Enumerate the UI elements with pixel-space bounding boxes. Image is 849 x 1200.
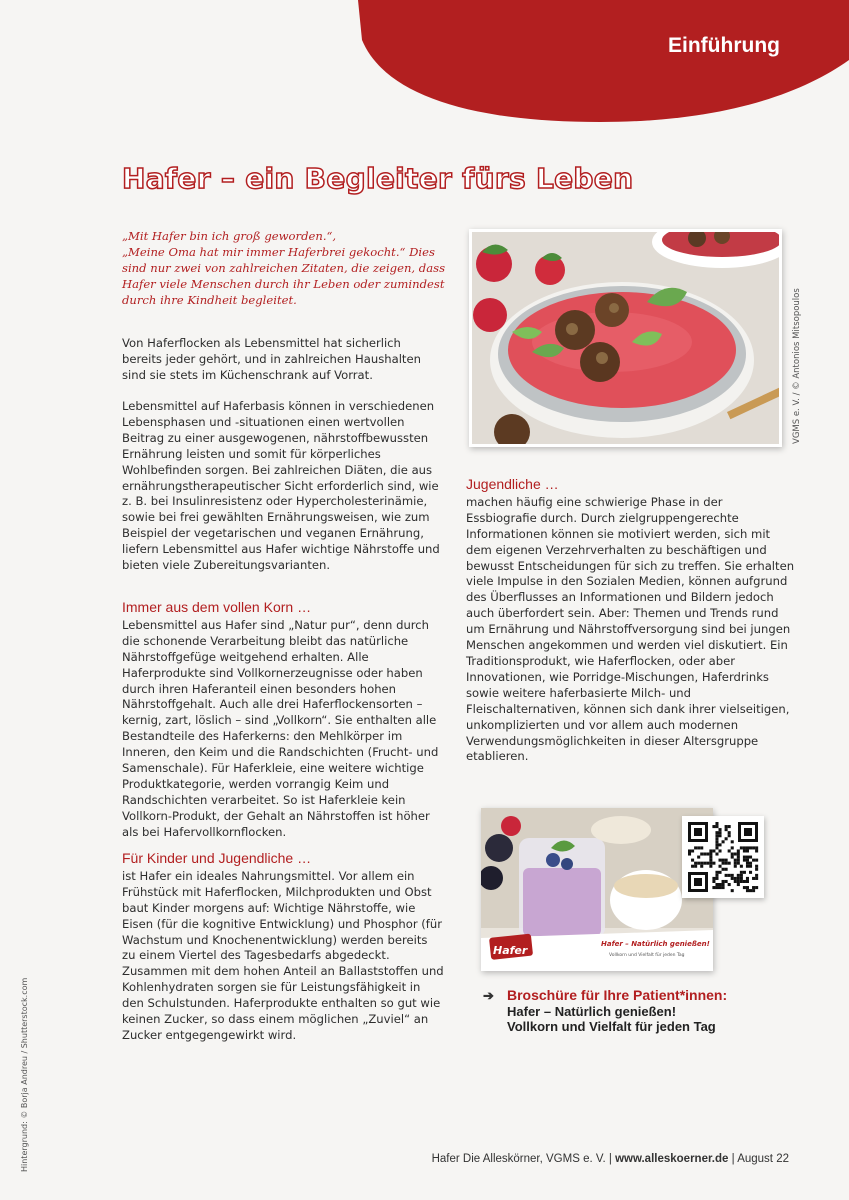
qr-module xyxy=(725,859,728,862)
qr-module xyxy=(746,889,749,892)
qr-module xyxy=(746,859,749,862)
qr-module xyxy=(688,853,691,856)
qr-module xyxy=(737,862,740,865)
qr-module xyxy=(740,865,743,868)
qr-module xyxy=(719,883,722,886)
qr-module xyxy=(703,853,706,856)
qr-module xyxy=(725,825,728,828)
qr-module xyxy=(715,853,718,856)
qr-module xyxy=(712,849,715,852)
qr-module xyxy=(731,877,734,880)
section-heading: Für Kinder und Jugendliche … xyxy=(122,850,312,866)
qr-module xyxy=(737,853,740,856)
qr-module xyxy=(731,840,734,843)
paragraph-text: Lebensmittel auf Haferbasis können in verschiedenen Lebensphasen und -situationen einen wertvollen Beitrag zu einer ausgewogenen, nährstoffbewussten Ernährung leisten und somit für körperliches Wohlbefinden sorgen. Bei zahlreichen Diäten, die aus ernährungstherapeutischer Sicht erforderlich sind, wie z. B. bei Insulinresistenz oder Hypercholesterinämie, sowie bei frei gewählten Ernährungsweisen, wie zum Beispiel der vegetarischen und veganen Ernährung, liefern Lebensmittel aus Hafer wichtige Nährstoffe und bieten viele Zubereitungsvarianten. xyxy=(122,399,440,573)
qr-module xyxy=(752,877,755,880)
qr-module xyxy=(746,865,749,868)
qr-module xyxy=(755,874,758,877)
qr-module xyxy=(700,853,703,856)
qr-module xyxy=(715,871,718,874)
arrow-right-icon: ➔ xyxy=(483,988,494,1003)
qr-module xyxy=(731,856,734,859)
page-title: Hafer – ein Begleiter fürs Leben xyxy=(122,162,634,195)
qr-module xyxy=(725,837,728,840)
qr-module xyxy=(755,846,758,849)
qr-module xyxy=(737,849,740,852)
qr-module xyxy=(715,874,718,877)
qr-module xyxy=(715,822,718,825)
section-heading: Immer aus dem vollen Korn … xyxy=(122,599,312,615)
qr-module xyxy=(722,862,725,865)
qr-module xyxy=(734,877,737,880)
qr-module xyxy=(728,874,731,877)
qr-module xyxy=(719,834,722,837)
background-credit: Hintergrund: © Borja Andreu / Shutterstock.com xyxy=(20,977,29,1172)
qr-module xyxy=(749,856,752,859)
qr-module xyxy=(715,831,718,834)
qr-module xyxy=(734,853,737,856)
qr-module xyxy=(725,868,728,871)
qr-module xyxy=(746,886,749,889)
qr-module xyxy=(722,886,725,889)
photo-illustration xyxy=(472,232,779,444)
qr-module xyxy=(703,862,706,865)
paragraph-text: machen häufig eine schwierige Phase in der Essbiografie durch. Durch zielgruppengerechte Informationen können sie motiviert werden, sich mit dem eigenen Verzehrverhalten zu beschäftigen und bewusst Entscheidungen für sich zu treffen. Sie erhalten viele Impulse in den Sozialen Medien, können aufgrund des Überflusses an Informationen und Bildern jedoch auch überfordert sein. Aber: Themen und Trends rund um Ernährung und Nährstoffversorgung sind bei jungen Menschen angekommen und werden viel diskutiert. Ein Traditionsprodukt, wie Haferflocken, oder aber Innovationen, wie Porridge-Mischungen, Haferdrinks sowie weitere haferbasierte Milch- und Fleischalternativen, können sich dank ihrer vielseitigen, unkomplizierten und vor allem auch modernen Verwendungsmöglichkeiten in dieser Altersgruppe etablieren. xyxy=(466,494,795,764)
qr-module xyxy=(743,859,746,862)
qr-module xyxy=(749,889,752,892)
qr-module xyxy=(743,846,746,849)
section-teenagers xyxy=(466,477,796,765)
brochure-link-line-3[interactable]: Vollkorn und Vielfalt für jeden Tag xyxy=(507,1019,716,1034)
qr-module xyxy=(709,859,712,862)
footer-url[interactable]: www.alleskoerner.de xyxy=(615,1153,729,1165)
brochure-cover-subtitle: Vollkorn und Vielfalt für jeden Tag xyxy=(609,953,685,958)
photo-credit: VGMS e. V. / © Antonios Mitsopoulos xyxy=(792,288,802,444)
qr-module xyxy=(752,846,755,849)
qr-module xyxy=(694,865,697,868)
qr-module xyxy=(752,859,755,862)
strawberry-soup-photo xyxy=(469,229,782,447)
section-heading: Jugendliche … xyxy=(466,476,559,492)
qr-module xyxy=(737,856,740,859)
qr-module xyxy=(709,865,712,868)
quote-line-2: „Meine Oma hat mir immer Haferbrei gekocht.“ Dies sind nur zwei von zahlreichen Zitaten, die zeigen, dass Hafer viele Menschen durch ihr Leben oder zumindest durch ihre Kindheit begleitet. xyxy=(122,245,446,307)
qr-module xyxy=(752,889,755,892)
qr-module xyxy=(737,874,740,877)
qr-module xyxy=(719,859,722,862)
qr-module xyxy=(719,865,722,868)
qr-module xyxy=(722,883,725,886)
qr-module xyxy=(728,849,731,852)
qr-module xyxy=(743,880,746,883)
qr-module xyxy=(740,880,743,883)
qr-module xyxy=(722,840,725,843)
section-whole-grain xyxy=(122,600,444,841)
qr-module xyxy=(737,859,740,862)
qr-module xyxy=(715,837,718,840)
qr-module xyxy=(728,831,731,834)
qr-module xyxy=(749,846,752,849)
qr-module xyxy=(728,883,731,886)
qr-module xyxy=(731,846,734,849)
quote-line-1: „Mit Hafer bin ich groß geworden.“, xyxy=(122,229,337,243)
qr-module xyxy=(752,886,755,889)
header-red-shape xyxy=(0,0,849,140)
qr-module xyxy=(746,846,749,849)
qr-module xyxy=(755,877,758,880)
qr-module xyxy=(715,877,718,880)
qr-module xyxy=(709,853,712,856)
qr-module xyxy=(712,862,715,865)
qr-module xyxy=(740,877,743,880)
qr-module xyxy=(706,862,709,865)
qr-module xyxy=(706,853,709,856)
qr-module xyxy=(709,856,712,859)
paragraph-text: Lebensmittel aus Hafer sind „Natur pur“, denn durch die schonende Verarbeitung bleibt das natürliche Nährstoffgefüge weitgehend erhalten. Alle Haferprodukte sind Vollkornerzeugnisse oder haben durch ihren Haferanteil einen besonders hohen Nährstoffgehalt. Auch alle drei Haferflockensorten – kernig, zart, löslich – sind „Vollkorn“. Sie enthalten alle Bestandteile des Haferkerns: den Mehlkörper im Inneren, den Keim und die Randschichten (Frucht- und Samenschale). Für Haferkleie, eine weitere wichtige Produktkategorie, werden vorrangig Keim und Randschichten verarbeitet. So ist Haferkleie kein Vollkorn-Produkt, der Gehalt an Nährstoffen ist höher als bei Hafervollkornflocken. xyxy=(122,617,439,839)
qr-module xyxy=(740,874,743,877)
qr-module xyxy=(697,856,700,859)
qr-module xyxy=(712,877,715,880)
qr-module xyxy=(731,874,734,877)
qr-module xyxy=(746,862,749,865)
brochure-link-line-1[interactable]: Broschüre für Ihre Patient*innen: xyxy=(507,987,728,1003)
paragraph-text: ist Hafer ein ideales Nahrungsmittel. Vor allem ein Frühstück mit Haferflocken, Milchprodukten und Obst baut Kinder morgens auf: Wichtige Nährstoffe, wie Eisen (für die kognitive Entwicklung) und Phosphor (für Wachstum und Knochenentwicklung) werden bereits zu einem Viertel des Tagesbedarfs abgedeckt. Zusammen mit dem hohen Anteil an Ballaststoffen und Kohlenhydraten sorgen sie für Leistungsfähigkeit in den Schulstunden. Haferprodukte enthalten so gut wie keinen Zucker, so dass einem möglichen „Zuviel“ an Zucker entgegengewirkt wird. xyxy=(122,868,444,1042)
qr-module xyxy=(728,862,731,865)
qr-module xyxy=(700,865,703,868)
brochure-logo-text: Hafer xyxy=(493,944,528,957)
qr-module xyxy=(694,862,697,865)
qr-module xyxy=(755,849,758,852)
qr-module xyxy=(749,871,752,874)
qr-code-graphic xyxy=(682,816,764,898)
qr-module xyxy=(715,886,718,889)
qr-module xyxy=(700,862,703,865)
qr-module xyxy=(746,849,749,852)
qr-module xyxy=(731,853,734,856)
qr-module xyxy=(715,843,718,846)
qr-module xyxy=(755,886,758,889)
qr-module xyxy=(737,880,740,883)
qr-module xyxy=(743,849,746,852)
qr-module xyxy=(712,880,715,883)
footer-separator: | xyxy=(608,1153,612,1165)
footer-publisher: Hafer Die Alleskörner, VGMS e. V. xyxy=(431,1153,606,1165)
qr-module xyxy=(746,880,749,883)
qr-module xyxy=(688,849,691,852)
qr-module xyxy=(755,865,758,868)
qr-module xyxy=(743,856,746,859)
qr-module xyxy=(749,865,752,868)
qr-module xyxy=(722,880,725,883)
section-children xyxy=(122,851,444,1044)
qr-module xyxy=(691,849,694,852)
qr-module xyxy=(728,834,731,837)
qr-module xyxy=(694,846,697,849)
qr-module xyxy=(749,862,752,865)
qr-module xyxy=(719,849,722,852)
qr-module xyxy=(722,859,725,862)
qr-module xyxy=(715,840,718,843)
qr-module xyxy=(755,868,758,871)
qr-module xyxy=(725,880,728,883)
qr-module xyxy=(734,862,737,865)
qr-module xyxy=(725,862,728,865)
left-paragraph-1 xyxy=(122,336,444,384)
qr-module xyxy=(691,865,694,868)
qr-module xyxy=(737,877,740,880)
qr-module xyxy=(719,831,722,834)
section-label: Einführung xyxy=(668,34,780,57)
qr-module xyxy=(697,862,700,865)
qr-module xyxy=(715,846,718,849)
qr-module xyxy=(712,825,715,828)
qr-module xyxy=(719,828,722,831)
qr-module xyxy=(715,825,718,828)
qr-code[interactable] xyxy=(682,816,764,898)
qr-module xyxy=(740,871,743,874)
qr-module xyxy=(725,828,728,831)
qr-module xyxy=(709,849,712,852)
footer-date: August 22 xyxy=(737,1153,789,1165)
qr-module xyxy=(709,862,712,865)
qr-module xyxy=(719,886,722,889)
intro-quote xyxy=(122,228,462,308)
brochure-cover[interactable] xyxy=(481,808,713,971)
qr-module xyxy=(715,883,718,886)
qr-module xyxy=(712,886,715,889)
page-footer xyxy=(432,1153,789,1165)
qr-module xyxy=(740,846,743,849)
brochure-illustration xyxy=(481,808,713,971)
qr-module xyxy=(697,846,700,849)
footer-separator: | xyxy=(731,1153,735,1165)
qr-module xyxy=(728,825,731,828)
qr-module xyxy=(700,846,703,849)
qr-module xyxy=(734,865,737,868)
qr-module xyxy=(722,868,725,871)
qr-module xyxy=(743,886,746,889)
brochure-cover-title: Hafer – Natürlich genießen! xyxy=(601,940,710,948)
qr-module xyxy=(715,834,718,837)
qr-module xyxy=(743,871,746,874)
qr-module xyxy=(746,856,749,859)
qr-module xyxy=(725,874,728,877)
paragraph-text: Von Haferflocken als Lebensmittel hat sicherlich bereits jeder gehört, und in zahlreichen Haushalten sind sie stets im Küchenschrank auf Vorrat. xyxy=(122,336,421,382)
qr-module xyxy=(737,883,740,886)
brochure-link-line-2[interactable]: Hafer – Natürlich genießen! xyxy=(507,1003,677,1019)
left-paragraph-2 xyxy=(122,399,444,574)
qr-module xyxy=(731,889,734,892)
qr-module xyxy=(734,880,737,883)
qr-module xyxy=(755,859,758,862)
qr-module xyxy=(719,843,722,846)
qr-module xyxy=(734,859,737,862)
qr-module xyxy=(719,871,722,874)
qr-module xyxy=(691,859,694,862)
qr-module xyxy=(746,877,749,880)
